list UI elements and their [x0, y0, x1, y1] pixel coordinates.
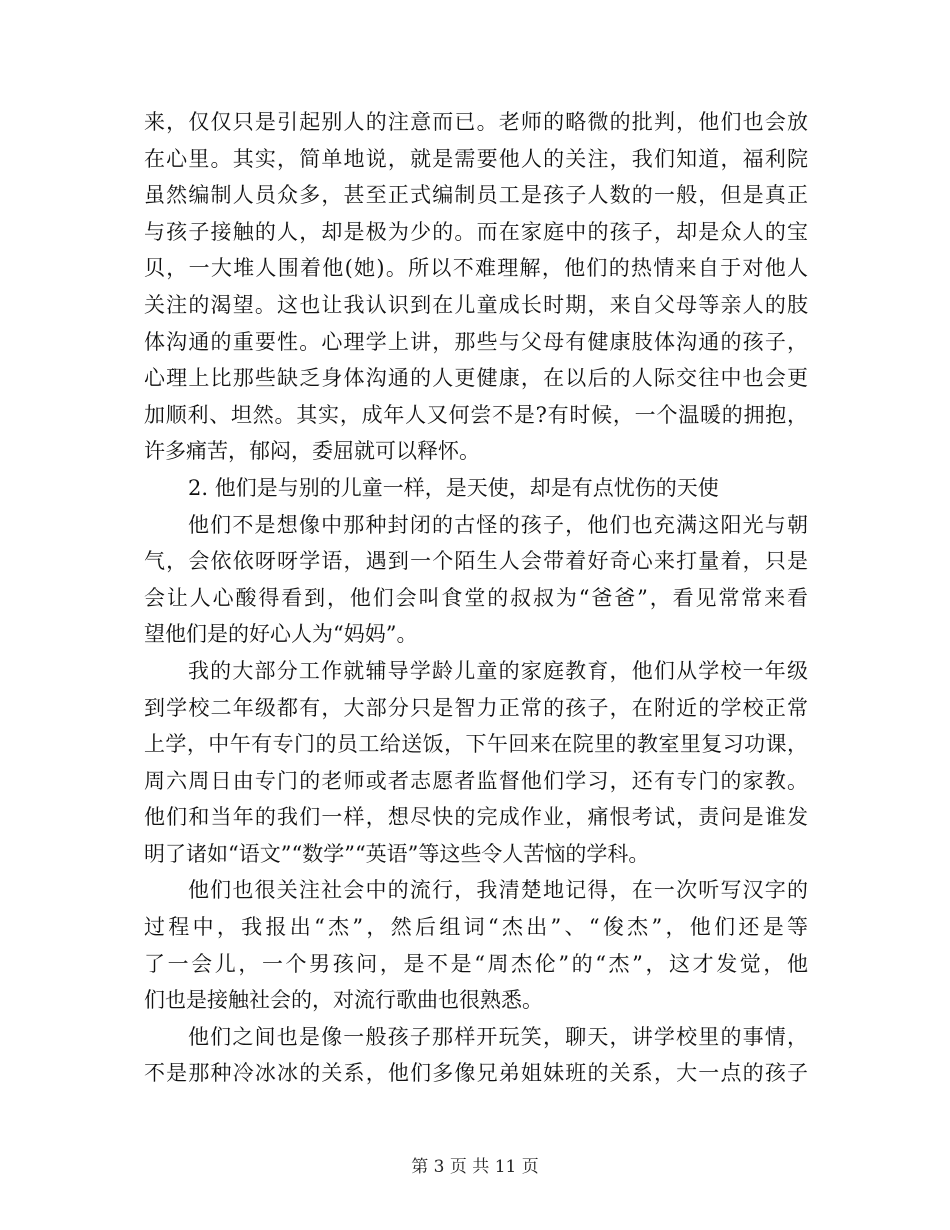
text-line: 来，仅仅只是引起别人的注意而已。老师的略微的批判，他们也会放	[144, 110, 808, 134]
text-line: 2. 他们是与别的儿童一样，是天使，却是有点忧伤的天使	[188, 475, 719, 500]
text-line: 加顺利、坦然。其实，成年人又何尝不是?有时候，一个温暖的拥抱，	[144, 402, 808, 427]
text-line: 明了诸如“语文”“数学”“英语”等这些令人苦恼的学科。	[144, 841, 650, 866]
text-line: 他们之间也是像一般孩子那样开玩笑，聊天，讲学校里的事情，	[188, 1024, 808, 1049]
text-line: 不是那种冷冰冰的关系，他们多像兄弟姐妹班的关系，大一点的孩子	[144, 1061, 808, 1086]
text-line: 关注的渴望。这也让我认识到在儿童成长时期，来自父母等亲人的肢	[144, 292, 808, 317]
text-line: 他们不是想像中那种封闭的古怪的孩子，他们也充满这阳光与朝	[188, 512, 808, 537]
text-line: 他们也很关注社会中的流行，我清楚地记得，在一次听写汉字的	[188, 878, 808, 903]
text-line: 上学，中午有专门的员工给送饭，下午回来在院里的教室里复习功课，	[144, 732, 808, 757]
text-line: 心理上比那些缺乏身体沟通的人更健康，在以后的人际交往中也会更	[144, 366, 808, 391]
text-line: 会让人心酸得看到，他们会叫食堂的叔叔为“爸爸”，看见常常来看	[144, 585, 808, 610]
body-text	[144, 104, 808, 1092]
text-line: 他们和当年的我们一样，想尽快的完成作业，痛恨考试，责问是谁发	[144, 805, 808, 830]
text-line: 在心里。其实，简单地说，就是需要他人的关注，我们知道，福利院	[144, 146, 808, 171]
text-line: 虽然编制人员众多，甚至正式编制员工是孩子人数的一般，但是真正	[144, 183, 808, 208]
text-line: 们也是接触社会的，对流行歌曲也很熟悉。	[144, 988, 543, 1013]
text-line: 贝，一大堆人围着他(她)。所以不难理解，他们的热情来自于对他人	[144, 256, 808, 281]
text-line: 许多痛苦，郁闷，委屈就可以释怀。	[144, 439, 480, 464]
text-line: 气，会依依呀呀学语，遇到一个陌生人会带着好奇心来打量着，只是	[144, 549, 808, 574]
text-line: 与孩子接触的人，却是极为少的。而在家庭中的孩子，却是众人的宝	[144, 219, 808, 244]
text-line: 了一会儿，一个男孩问，是不是“周杰伦”的“杰”，这才发觉，他	[144, 951, 808, 976]
text-line: 过程中，我报出“杰”，然后组词“杰出”、“俊杰”，他们还是等	[144, 915, 808, 940]
page-footer: 第 3 页 共 11 页	[411, 1157, 539, 1177]
text-line: 到学校二年级都有，大部分只是智力正常的孩子，在附近的学校正常	[144, 695, 808, 720]
text-line: 我的大部分工作就辅导学龄儿童的家庭教育，他们从学校一年级	[188, 658, 808, 683]
text-line: 望他们是的好心人为“妈妈”。	[144, 622, 418, 647]
text-line: 周六周日由专门的老师或者志愿者监督他们学习，还有专门的家教。	[144, 768, 808, 793]
text-line: 体沟通的重要性。心理学上讲，那些与父母有健康肢体沟通的孩子，	[144, 329, 808, 354]
